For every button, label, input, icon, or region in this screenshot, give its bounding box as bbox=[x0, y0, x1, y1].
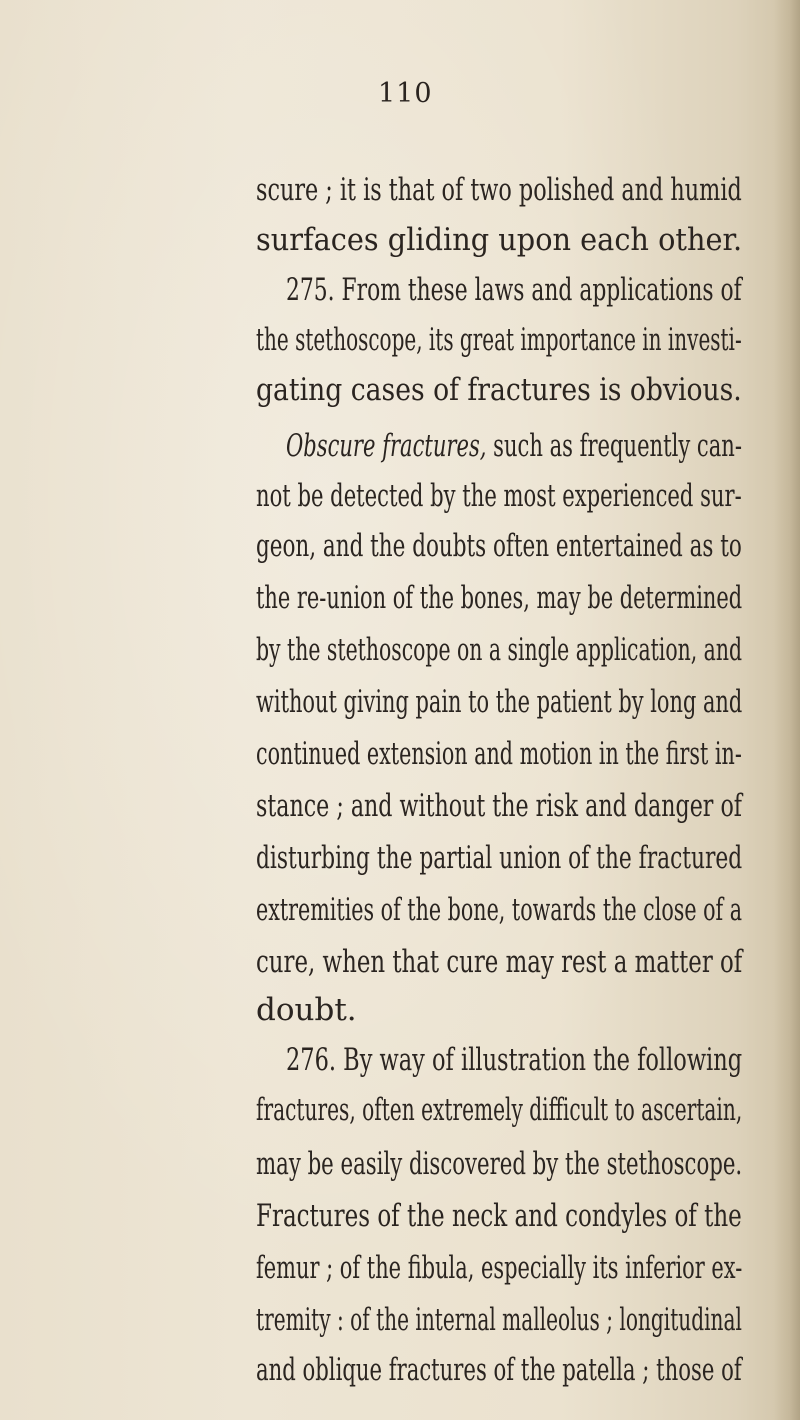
text-line-3-text: 275. From these laws and applications of bbox=[286, 272, 742, 308]
obscure-fractures-italic: Obscure fractures, bbox=[286, 428, 487, 464]
text-line-13-text: stance ; and without the risk and danger of bbox=[256, 788, 742, 824]
text-line-24 bbox=[256, 1350, 742, 1390]
text-line-22 bbox=[256, 1248, 742, 1288]
text-line-20 bbox=[256, 1144, 742, 1184]
text-line-7-text: not be detected by the most experienced sur- bbox=[256, 478, 742, 514]
text-line-2 bbox=[256, 220, 742, 260]
text-line-7 bbox=[256, 476, 742, 516]
text-line-11-text: without giving pain to the patient by long and bbox=[256, 684, 743, 720]
text-line-2-text: surfaces gliding upon each other. bbox=[256, 222, 743, 258]
text-line-obscure bbox=[286, 426, 742, 466]
text-line-8 bbox=[256, 526, 742, 566]
text-line-9-text: the re-union of the bones, may be determined bbox=[256, 580, 743, 616]
text-line-4-text: the stethoscope, its great importance in investi- bbox=[256, 322, 742, 358]
text-line-11 bbox=[256, 682, 742, 722]
text-line-9 bbox=[256, 578, 742, 618]
text-line-21 bbox=[256, 1196, 742, 1236]
text-line-19-text: fractures, often extremely difficult to ascertain, bbox=[256, 1092, 743, 1128]
text-line-19 bbox=[256, 1090, 742, 1130]
text-line-12-text: continued extension and motion in the first in- bbox=[256, 736, 742, 772]
text-line-10 bbox=[256, 630, 742, 670]
text-line-16-text: cure, when that cure may rest a matter of bbox=[256, 944, 743, 980]
text-line-12 bbox=[256, 734, 742, 774]
text-line-1-text: scure ; it is that of two polished and humid bbox=[256, 172, 742, 208]
text-line-10-text: by the stethoscope on a single application, and bbox=[256, 632, 743, 668]
text-line-4 bbox=[256, 320, 742, 360]
page-edge-shadow bbox=[774, 0, 800, 1420]
text-line-21-text: Fractures of the neck and condyles of the bbox=[256, 1198, 742, 1234]
text-line-18 bbox=[286, 1040, 742, 1080]
text-line-5-text: gating cases of fractures is obvious. bbox=[256, 372, 742, 408]
text-line-16 bbox=[256, 942, 742, 982]
text-line-18-text: 276. By way of illustration the following bbox=[286, 1042, 743, 1078]
text-line-13 bbox=[256, 786, 742, 826]
page-number: 110 bbox=[378, 78, 433, 109]
text-line-15 bbox=[256, 890, 742, 930]
text-line-23 bbox=[256, 1300, 742, 1340]
text-line-17 bbox=[256, 990, 357, 1030]
text-line-1 bbox=[256, 170, 742, 210]
text-line-14 bbox=[256, 838, 742, 878]
text-line-8-text: geon, and the doubts often entertained as to bbox=[256, 528, 742, 564]
text-line-17-text: doubt. bbox=[256, 992, 357, 1028]
obscure-line-rest: such as frequently can- bbox=[486, 428, 742, 464]
text-line-22-text: femur ; of the fibula, especially its inferior ex- bbox=[256, 1250, 743, 1286]
text-line-14-text: disturbing the partial union of the fractured bbox=[256, 840, 743, 876]
text-line-20-text: may be easily discovered by the stethoscope. bbox=[256, 1146, 743, 1182]
text-line-5 bbox=[256, 370, 742, 410]
text-line-15-text: extremities of the bone, towards the close of a bbox=[256, 892, 743, 928]
text-line-3 bbox=[286, 270, 742, 310]
text-line-24-text: and oblique fractures of the patella ; those of bbox=[256, 1352, 742, 1388]
text-line-23-text: tremity : of the internal malleolus ; longitudinal bbox=[256, 1302, 742, 1338]
